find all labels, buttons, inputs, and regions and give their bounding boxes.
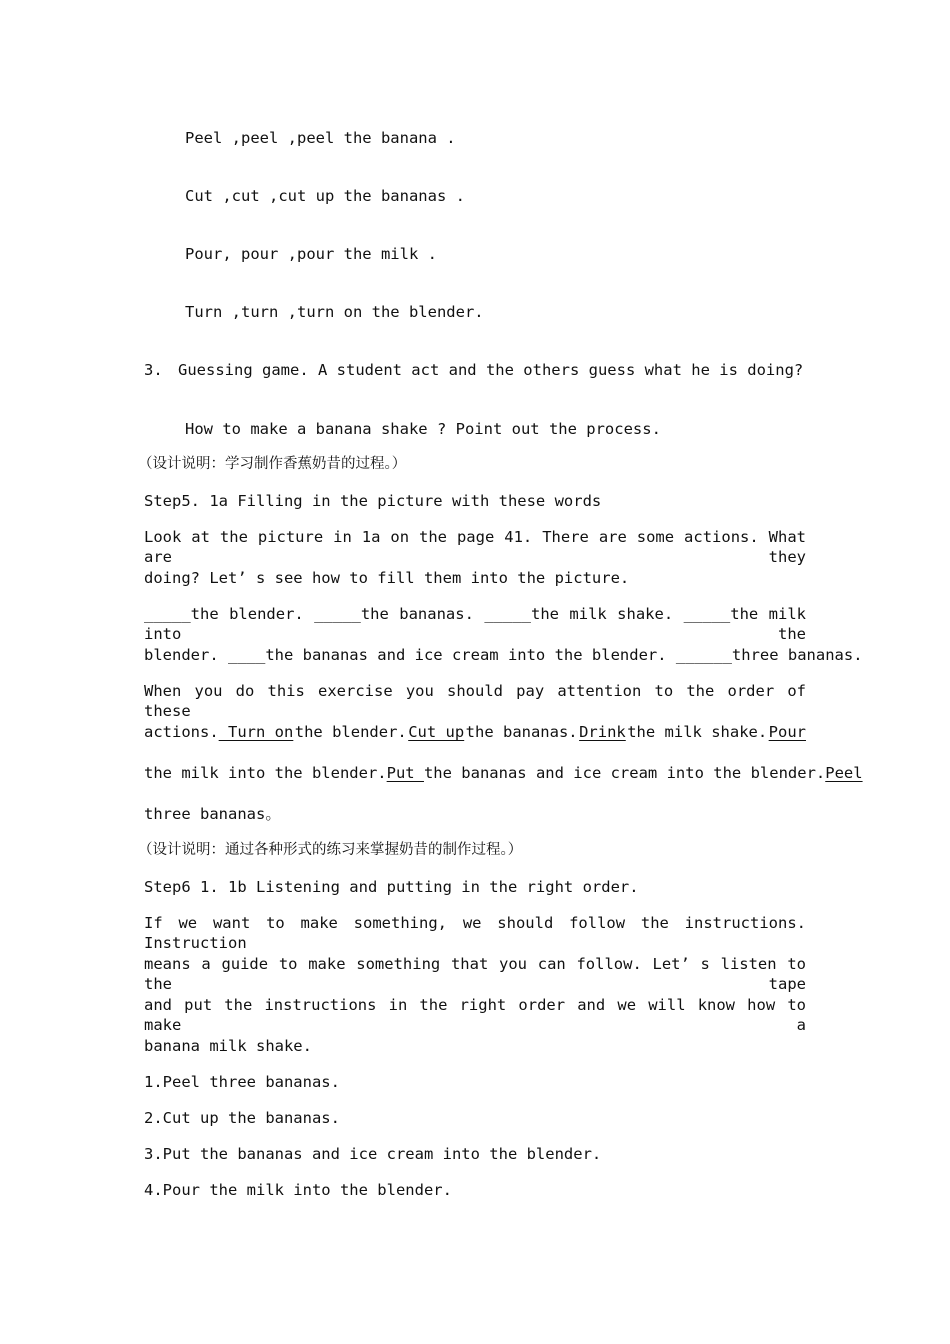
answer-turn-on: Turn on	[218, 723, 294, 741]
chant-line-2: Cut ,cut ,cut up the bananas .	[185, 187, 465, 205]
step6-para-line-3: and put the instructions in the right order and we will know how to make a	[144, 996, 806, 1034]
step5-intro-line-1: Look at the picture in 1a on the page 41. There are some actions. What are they	[144, 528, 806, 566]
step6-para-line-2: means a guide to make something that you can follow. Let’ s listen to the tape	[144, 955, 806, 993]
chant-line-4: Turn ,turn ,turn on the blender.	[185, 303, 484, 321]
answer-line-2	[144, 763, 863, 783]
answer-text: actions.	[144, 723, 219, 741]
guessing-game-text: Guessing game. A student act and the others guess what he is doing?	[178, 361, 804, 379]
answer-text: the blender.	[294, 723, 407, 741]
guessing-followup: How to make a banana shake ? Point out the process.	[185, 420, 661, 438]
answer-drink: Drink	[579, 723, 626, 741]
answer-text: the milk into the blender.	[144, 764, 387, 782]
step6-title: Step6 1. 1b Listening and putting in the right order.	[144, 878, 639, 896]
item-number: 3.	[144, 361, 163, 379]
answer-text: the bananas.	[465, 723, 578, 741]
answer-text: the bananas and ice cream into the blender.	[423, 764, 826, 782]
instruction-list-item-3: 3.Put the bananas and ice cream into the blender.	[144, 1145, 602, 1163]
answer-cut-up: Cut up	[408, 723, 465, 741]
step6-para-line-4: banana milk shake.	[144, 1037, 312, 1055]
instruction-list-item-2: 2.Cut up the bananas.	[144, 1109, 340, 1127]
step5-order-line: When you do this exercise you should pay attention to the order of these	[144, 682, 806, 720]
chant-line-3: Pour, pour ,pour the milk .	[185, 245, 437, 263]
step5-title: Step5. 1a Filling in the picture with these words	[144, 492, 602, 510]
design-note-1: （设计说明：学习制作香蕉奶昔的过程。）	[138, 456, 407, 472]
step5-blanks-line-2: blender. ____the bananas and ice cream into the blender. ______three bananas.	[144, 646, 863, 664]
answer-pour: Pour	[768, 723, 806, 741]
design-note-2: （设计说明：通过各种形式的练习来掌握奶昔的制作过程。）	[138, 842, 523, 858]
answer-put: Put	[386, 764, 424, 782]
step5-blanks-line-1: _____the blender. _____the bananas. _____the milk shake. _____the milk into the	[144, 605, 806, 643]
step6-para-line-1: If we want to make something, we should follow the instructions. Instruction	[144, 914, 806, 952]
guessing-game-item	[144, 360, 803, 380]
answer-peel: Peel	[825, 764, 863, 782]
chant-line-1: Peel ,peel ,peel the banana .	[185, 129, 456, 147]
answer-text: the milk shake.	[627, 723, 768, 741]
instruction-list-item-4: 4.Pour the milk into the blender.	[144, 1181, 452, 1199]
step5-intro-line-2: doing? Let’ s see how to fill them into the picture.	[144, 569, 630, 587]
answer-line-3: three bananas。	[144, 805, 281, 823]
answer-line-1	[144, 722, 806, 742]
instruction-list-item-1: 1.Peel three bananas.	[144, 1073, 340, 1091]
